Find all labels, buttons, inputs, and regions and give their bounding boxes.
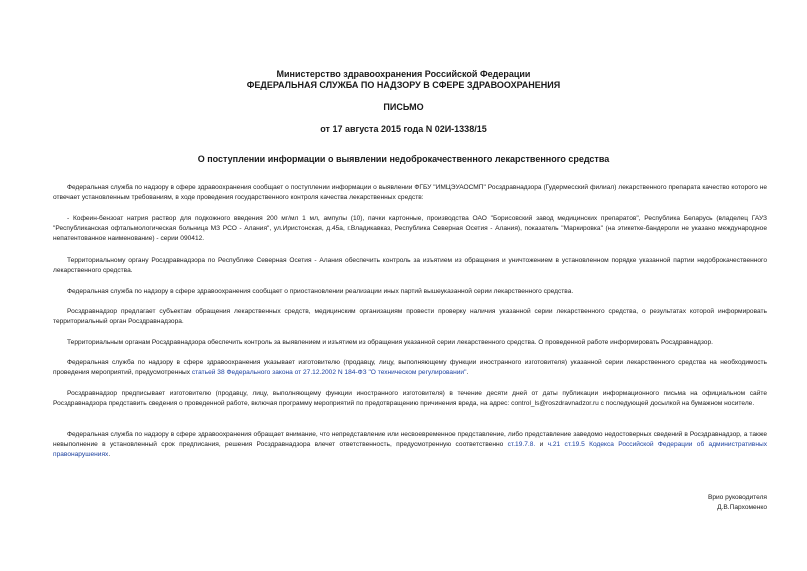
- paragraph-4: Федеральная служба по надзору в сфере здравоохранения сообщает о приостановлении реализации иных партий вышеуказанной серии лекарственного средства.: [67, 288, 574, 295]
- paragraph-7: Федеральная служба по надзору в сфере здравоохранения указывает изготовителю (продавцу, лицу, выполняющему функции иностранного изготовителя) указанной серии лекарственного средства на необходимость проведения мероприятий, предусмотренных статьей 38 Федерального закона от 27.12.2002 N 184-ФЗ "О техническом регулировании".: [53, 359, 767, 377]
- paragraph-2: - Кофеин-бензоат натрия раствор для подкожного введения 200 мг/мл 1 мл, ампулы (10), пачки картонные, производства ОАО "Борисовский завод медицинских препаратов", Республика Беларусь (владелец ГАУЗ "Республиканская офтальмологическая больница МЗ РСО - Алания", ул.Иристонская, д.45а, г.Владикавказ, Республика Северная Осетия - Алания), показатель "Маркировка" (на этикетке-бандероли не указано международное непатентованное наименование) - серии 090412.: [53, 215, 767, 243]
- paragraph-8: Росздравнадзор предписывает изготовителю (продавцу, лицу, выполняющему функции иностранного изготовителя) в течение десяти дней от даты публикации информационного письма на официальном сайте Росздравнадзора представить сведения о проведенной работе, включая программу мероприятий по предотвращению причинения вреда, на адрес: control_ls@roszdravnadzor.ru с последующей досылкой на бумажном носителе.: [53, 390, 767, 408]
- paragraph-3: Территориальному органу Росздравнадзора по Республике Северная Осетия - Алания обеспечить контроль за изъятием из обращения и уничтожением в установленном порядке указанной партии недоброкачественного лекарственного средства.: [53, 257, 767, 275]
- koap-article-19-5-link[interactable]: ч.21 ст.19.5 Кодекса Российской Федерации об административных правонарушениях: [53, 441, 767, 459]
- signatory-role: Врио руководителя: [707, 494, 767, 501]
- ministry-name: Министерство здравоохранения Российской Федерации: [276, 69, 531, 79]
- document-subject: О поступлении информации о выявлении недоброкачественного лекарственного средства: [197, 154, 610, 164]
- document-type: ПИСЬМО: [383, 102, 424, 112]
- paragraph-5: Росздравнадзор предлагает субъектам обращения лекарственных средств, медицинским организациям провести проверку наличия указанной серии лекарственного средства, о результатах которой информировать территориальный орган Росздравнадзора.: [53, 308, 767, 326]
- signatory-name: Д.В.Пархоменко: [717, 504, 767, 511]
- document-date-number: от 17 августа 2015 года N 02И-1338/15: [320, 124, 487, 134]
- koap-article-19-7-8-link[interactable]: ст.19.7.8.: [507, 441, 536, 449]
- paragraph-6: Территориальным органам Росздравнадзора обеспечить контроль за выявлением и изъятием из обращения указанной серии лекарственного средства. О проведенной работе информировать Росздравнадзор.: [67, 339, 713, 346]
- paragraph-9: Федеральная служба по надзору в сфере здравоохранения обращает внимание, что непредставление или несвоевременное представление, либо представление заведомо недостоверных сведений в Росздравнадзор, а также невыполнение в установленный срок предписания, решения Росздравнадзора влечет ответственность, предусмотренную соответственно ст.19.7.8. и ч.21 ст.19.5 Кодекса Российской Федерации об административных правонарушениях.: [53, 431, 767, 459]
- service-name: ФЕДЕРАЛЬНАЯ СЛУЖБА ПО НАДЗОРУ В СФЕРЕ ЗДРАВООХРАНЕНИЯ: [246, 80, 561, 90]
- law-184-fz-link[interactable]: статьей 38 Федерального закона от 27.12.2002 N 184-ФЗ "О техническом регулировании": [191, 369, 467, 377]
- paragraph-1: Федеральная служба по надзору в сфере здравоохранения сообщает о поступлении информации о выявлении ФГБУ "ИМЦЭУАОСМП" Росздравнадзора (Гудермесский филиал) лекарственного препарата качество которого не отвечает установленным требованиям, в ходе проведения государственного контроля качества лекарственных средств:: [53, 184, 767, 202]
